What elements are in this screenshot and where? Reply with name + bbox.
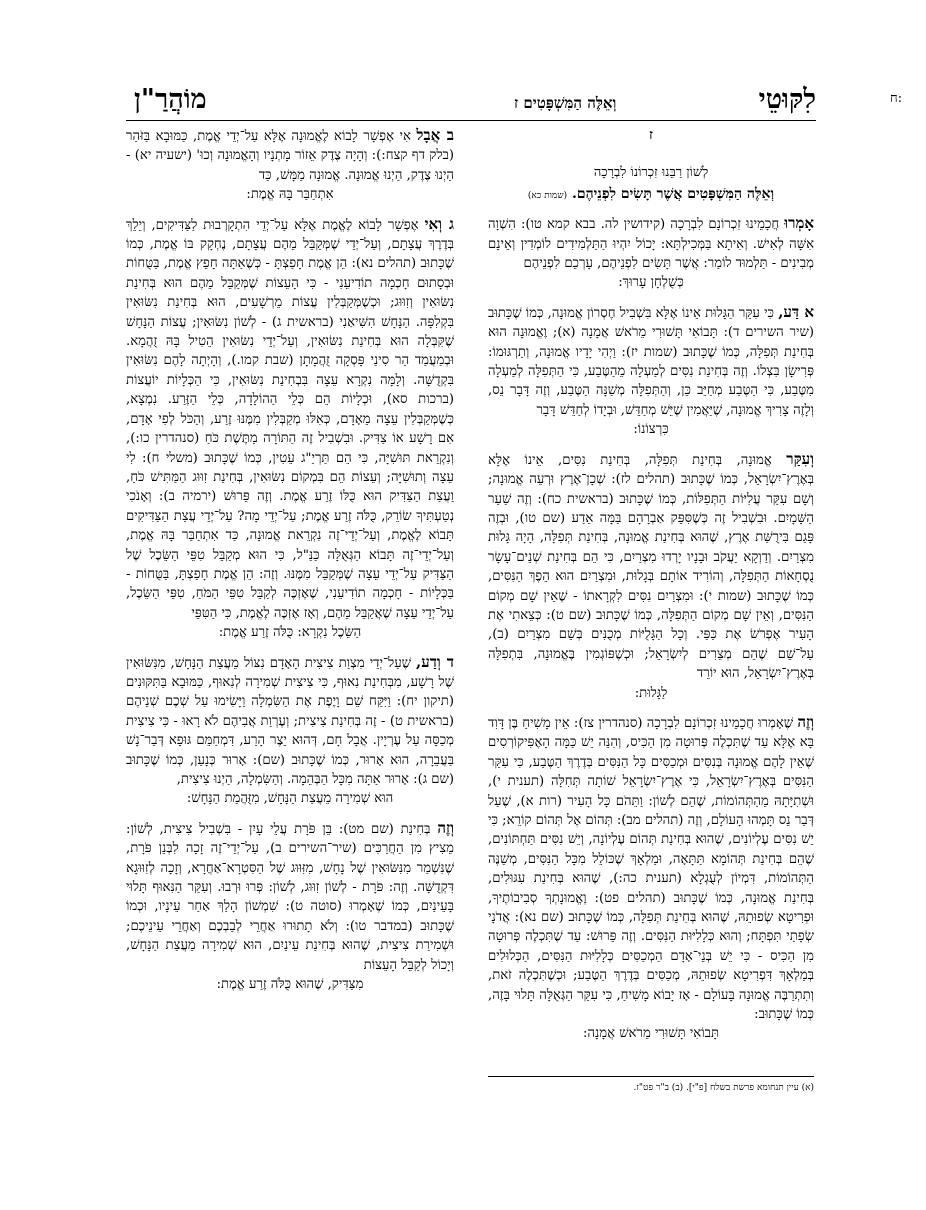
paragraph-lead: וְזֶה — [437, 818, 454, 837]
paragraph-lead: וְעִקַּר — [786, 449, 814, 468]
paragraph-text: שֶׁאָמְרוּ חֲכָמֵינוּ זִכְרוֹנָם לִבְרָכָה (סנהדרין צז): אֵין מָשִׁיחַ בֶּן דָּוִד בָּא אֶלָּא עַד שֶׁתִּכְלֶה פְּרוּטָה מִן הַכִּיס, וְהִנֵּה יֵשׁ כַּמָּה הָאֶפִּיקוֹרְסִים שֶׁאֵין לָהֶם אֱמוּנָה בְּנִסִּים וּמְכַסִּים כָּל הַנִּסִּים בְּדֶרֶךְ הַטֶּבַע, כִּי עִקַּר הַנִּסִּים בְּאֶרֶץ־יִשְׂרָאֵל, כִּי אֶרֶץ־יִשְׂרָאֵל שׁוֹתָה תְּחִלָּה (תענית י), וּשְׁתִיָּתָהּ מֵהַתְּהוֹמוֹת, שֶׁהֵם לְשׁוֹן: וַתֵּהֹם כָּל הָעִיר (רות א), שֶׁעַל דְּבַר נֵס תָּמְהוּ הָעוֹלָם, וְזֶה (תהלים מב): תְּהוֹם אֶל תְּהוֹם קוֹרֵא; כִּי יֵשׁ נִסִּים עֶלְיוֹנִים, שֶׁהוּא בְּחִינַת תְּהוֹם עֶלְיוֹנָה, וְיֵשׁ נִסִּים תַּחְתּוֹנִים, שֶׁהֵם בְּחִינַת תְּהוֹמָא תַּתָּאָה, וּמַלְאָךְ שֶׁכּוֹלֵל מִכָּל הַנִּסִּים, מְשַׁנֶּה הַתְּהוֹמוֹת, דִּמְיוֹן לְעֻגְלָא (תענית כה:), שֶׁהוּא בְּחִינַת עִגּוּלִים, בְּחִינַת אֱמוּנָה, כְּמוֹ שֶׁכָּתוּב (תהלים פט): וֶאֱמוּנָתְךָ סְבִיבוֹתֶיךָ, וּפְרִיטָא שְׂפוּתֵהּ, שֶׁהוּא בְּחִינַת תְּפִלָּה, כְּמוֹ שֶׁכָּתוּב (שם נא): אֲדֹנָי שְׂפָתַי תִּפְתָּח; וְהוּא כְּלָלִיּוּת הַנִּסִּים. וְזֶה פֵּרוּשׁ: עַד שֶׁתִּכְלֶה פְּרוּטָה מִן הַכִּיס - כִּי יֵשׁ בְּנֵי־אָדָם הַמְכַסִּים כְּלָלִיּוּת הַנִּסִּים, הַכְּלוּלִים בְּמַלְאָךְ דִּפְרִיטָא שְׂפוּתֵהּ, מְכַסִּים בְּדֶרֶךְ הַטֶּבַע; וּכְשֶׁתִּכְלֶה זֹאת, וְתִתְרַבֶּה אֱמוּנָה בָּעוֹלָם - אָז יָבוֹא מָשִׁיחַ, כִּי עִקַּר הַגְּאֻלָּה תָּלוּי בָּזֶה, כְּמוֹ שֶׁכָּתוּב: — [488, 715, 814, 1023]
paragraph-lead: אָמְרוּ — [784, 214, 814, 233]
paragraph-text: אֱמוּנָה, בְּחִינַת תְּפִלָּה, בְּחִינַת נִסִּים, אֵינוֹ אֶלָּא בְּאֶרֶץ־יִשְׂרָאֵל, כְּמוֹ שֶׁכָּתוּב (תהלים לז): שְׁכָן־אֶרֶץ וּרְעֵה אֱמוּנָה; וְשָׁם עִקַּר עֲלִיּוֹת הַתְּפִלּוֹת, כְּמוֹ שֶׁכָּתוּב (בראשית כח): וְזֶה שַׁעַר הַשָּׁמָיִם. וּבִשְׁבִיל זֶה כְּשֶׁסִּפֵּק אַבְרָהָם בַּמָּה אֵדַע (שם טו), וּבְזֶה פָּגַם בִּירֻשַּׁת אֶרֶץ, שֶׁהוּא בְּחִינַת אֱמוּנָה, בְּחִינַת תְּפִלָּה, הָיָה גָּלוּת מִצְרַיִם. וְדַוְקָא יַעֲקֹב וּבָנָיו יָרְדוּ מִצְרַיִם, כִּי הֵם בְּחִינַת שְׁנֵים־עָשָׂר נֻסְחָאוֹת הַתְּפִלָּה, וְהוֹרִיד אוֹתָם בְּגָלוּת, וּמִצְרַיִם הוּא הֵפֶךְ הַנִּסִּים, כְּמוֹ שֶׁכָּתוּב (שמות י): וּמִצְרַיִם נִסִּים לִקְרָאתוֹ - שֶׁאֵין שָׁם מְקוֹם הַנִּסִּים, וְאֵין שָׁם מְקוֹם הַתְּפִלָּה, כְּמוֹ שֶׁכָּתוּב (שם ט): כְּצֵאתִי אֶת הָעִיר אֶפְרֹשׂ אֶת כַּפַּי. וְכָל הַגָּלֻיּוֹת מְכֻנִּים בְּשֵׁם מִצְרַיִם (ב), עַל־שֵׁם שֶׁהֵם מְצֵרִים לְיִשְׂרָאֵל; וּכְשֶׁפּוֹגְמִין בֶּאֱמוּנָה, בִּתְפִלָּה בְּאֶרֶץ־יִשְׂרָאֵל, הוּא יוֹרֵד — [488, 452, 814, 682]
footnote: (א) עיין תנחומא פרשת בשלח [פ"י]. (ב) ב"ר פט"ז. — [633, 1083, 814, 1093]
paragraph — [488, 214, 814, 293]
paragraph-text: כִּי עִקַּר הַגָּלוּת אֵינוֹ אֶלָּא בִּשְׁבִיל חֶסְרוֹן אֱמוּנָה, כְּמוֹ שֶׁכָּתוּב (שיר השירים ד): תָּבוֹאִי תָּשׁוּרִי מֵרֹאשׁ אֲמָנָה (א); וֶאֱמוּנָה הוּא בְּחִינַת תְּפִלָּה, כְּמוֹ שֶׁכָּתוּב (שמות יז): וַיְהִי יָדָיו אֱמוּנָה, וְתַרְגּוּמוֹ: פְּרִישָׂן בִּצְלוֹ. וְזֶה בְּחִינַת נִסִּים לְמַעְלָה מֵהַטֶּבַע, כִּי הַתְּפִלָּה לְמַעְלָה מִטֶּבַע, כִּי הַטֶּבַע מְחַיֵּב כֵּן, וְהַתְּפִלָּה מְשַׁנָּה הַטֶּבַע, וְזֶה דָּבָר נֵס, וְלָזֶה צָרִיךְ אֱמוּנָה, שֶׁיַּאֲמִין שֶׁיֵּשׁ מְחַדֵּשׁ, וּבְיָדוֹ לְחַדֵּשׁ דָּבָר — [488, 305, 814, 418]
intro-line: לְשׁוֹן רַבֵּנוּ זִכְרוֹנוֹ לִבְרָכָה — [593, 165, 709, 181]
paragraph-text: חֲכָמֵינוּ זִכְרוֹנָם לִבְרָכָה (קידושין לה. בבא קמא טו): הִשְׁוָה אִשָּׁה לְאִישׁ. וְאִיתָא בַּמְּכִילְתָּא: יָכוֹל יִהְיוּ הַתַּלְמִידִים לוֹמְדִין וְאֵינָם מְבִינִים - תַּלְמוּד לוֹמַר: אֲשֶׁר תָּשִׂים לִפְנֵיהֶם, עָרְכֵם לִפְנֵיהֶם — [488, 217, 814, 272]
footnote-rule — [488, 1076, 814, 1077]
right-column — [488, 124, 814, 1054]
book-title-left: מוֹהֲרַ"ן — [134, 84, 207, 115]
paragraph-last-line: לַגָּלוּת: — [634, 685, 668, 701]
paragraph — [488, 450, 814, 703]
paragraph-text: בְּחִינַת (שם מט): בֵּן פֹּרָת עֲלֵי עָיִן - בִּשְׁבִיל צִיצִית, לְשׁוֹן: מֵצִיץ מִן הַחֲרַכִּים (שיר־השירים ב), עַל־יְדֵי־זֶה זָכָה לִבְּנֵן פֹּרָת, שֶׁנִּשְׁמַר מִנִּשּׂוּאִין שֶׁל נָחָשׁ, מִזִּוּוּג שֶׁל הַסִּטְרָא־אַחֲרָא, וְזָכָה לְזִוּוּגָא דִּקְדֻשָּׁה. וְזֶה: פֹּרָת - לְשׁוֹן זִוּוּג, לְשׁוֹן: פְּרוּ וּרְבוּ. וְעִקַּר הַנִּאוּף תָּלוּי בָּעֵינַיִם, כְּמוֹ שֶׁאָמְרוּ (סוטה ט): שִׁמְשׁוֹן הָלַךְ אַחַר עֵינָיו, וּכְמוֹ שֶׁכָּתוּב (במדבר טו): וְלֹא תָתוּרוּ אַחֲרֵי לְבַבְכֶם וְאַחֲרֵי עֵינֵיכֶם; וּשְׁמִירַת צִיצִית, שֶׁהוּא בְּחִינַת עֵינַיִם, הוּא שְׁמִירָה מֵעֲצַת הַנָּחָשׁ, וְיָכוֹל לְקַבֵּל הָעֵצוֹת — [126, 821, 454, 973]
paragraph — [126, 126, 454, 205]
paragraph — [488, 713, 814, 1044]
paragraph — [126, 819, 454, 995]
paragraph-last-line: הוּא שְׁמִירָה מֵעֲצַת הַנָּחָשׁ, מִזֻּהֲמַת הַנָּחָשׁ: — [186, 791, 394, 807]
paragraph-lead: ד וְדַע, — [416, 652, 455, 671]
paragraph — [126, 653, 454, 809]
paragraph-last-line: אִתְחַבַּר בָּהּ אֱמֶת: — [246, 187, 334, 203]
paragraph-last-line: תָּבוֹאִי תָּשׁוּרִי מֵרֹאשׁ אֲמָנָה: — [582, 1026, 719, 1042]
paragraph-lead: ב אֲבָל — [416, 126, 454, 144]
paragraph-text: שֶׁעַל־יְדֵי מִצְוַת צִיצִית הָאָדָם נִצּוֹל מֵעֲצַת הַנָּחָשׁ, מִנִּשּׂוּאִין שֶׁל רָשָׁע, מִבְּחִינַת נִאוּף, כִּי צִיצִית שְׁמִירָה לְנִאוּף, כַּמּוּבָא בַּתִּקּוּנִים (תיקון יח): וַיִּקַּח שֵׁם וָיֶפֶת אֶת הַשִּׂמְלָה וַיָּשִׂימוּ עַל שְׁכֶם שְׁנֵיהֶם (בראשית ט) - זֶה בְּחִינַת צִיצִית; וְעֶרְוַת אֲבִיהֶם לֹא רָאוּ - כִּי צִיצִית מְכַסָּה עַל עֶרְיָין. אֲבָל חָם, דְּהוּא יֵצֶר הָרַע, דִּמְחַמֵּם גּוּפָא דְּבַר־נָשׁ בַּעֲבֵרָה, הוּא אָרוּר, כְּמוֹ שֶׁכָּתוּב (שם): אָרוּר כְּנָעַן, כְּמוֹ שֶׁכָּתוּב (שם ג): אָרוּר אַתָּה מִכָּל הַבְּהֵמָה. וְהַשִּׂמְלָה, הַיְנוּ צִיצִית, — [126, 655, 454, 787]
paragraph-last-line: הַשֵּׂכֶל נִקְרָא: כֻּלֹּה זֶרַע אֱמֶת: — [218, 625, 362, 641]
paragraph-lead: וְזֶה — [797, 712, 814, 731]
chapter-number: ז — [649, 127, 653, 143]
paragraph-last-line: מִצַּדִּיק, שֶׁהוּא כֻּלֹּה זֶרַע אֱמֶת: — [216, 977, 364, 993]
header-rule — [126, 120, 816, 121]
verse-source: (שמות כא) — [527, 190, 568, 201]
page-header — [126, 84, 816, 114]
verse-heading — [488, 185, 814, 206]
paragraph-lead: א דַּע, — [778, 302, 814, 321]
paragraph-lead: ג וְאִי — [424, 214, 454, 233]
paragraph-text: אֶפְשָׁר לָבוֹא לֶאֱמֶת אֶלָּא עַל־יְדֵי הִתְקָרְבוּת לַצַּדִּיקִים, וְיֵלֵךְ בְּדֶרֶךְ עֲצָתָם, וְעַל־יְדֵי שֶׁמְּקַבֵּל מֵהֶם עֲצָתָם, נֶחְקָק בּוֹ אֱמֶת, כְּמוֹ שֶׁכָּתוּב (תהלים נא): הֵן אֱמֶת חָפַצְתָּ - כְּשֶׁאַתָּה חָפֵץ אֱמֶת, בַּטֻּחוֹת וּבְסָתוּם חָכְמָה תוֹדִיעֵנִי - כִּי הָעֵצוֹת שֶׁמְּקַבֵּל מֵהֶם הוּא בְּחִינַת נִשּׂוּאִין וְזִוּוּג; וּכְשֶׁמְּקַבְּלִין עֲצוֹת מֵרְשָׁעִים, הוּא בְּחִינַת נִשּׂוּאִין בִּקְלִפָּה. הַנָּחָשׁ הִשִּׁיאַנִי (בראשית ג) - לְשׁוֹן נִשּׂוּאִין; עֲצוֹת הַנָּחָשׁ שֶׁקִּבְּלָה הוּא בְּחִינַת נִשּׂוּאִין, וְעַל־יְדֵי נִשּׂוּאִין הֵטִיל בָּהּ זֻהֲמָא. וּבְמַעֲמַד הַר סִינַי פָּסְקָה זֻהֲמָתָן (שבת קמו.), וְהָיְתָה לָהֶם נִשּׂוּאִין בִּקְדֻשָּׁה. וְלָמָּה נִקְרָא עֵצָה בִּבְחִינַת נִשּׂוּאִין, כִּי הַכְּלָיוֹת יוֹעֲצוֹת (ברכות סא), וּכְלָיוֹת הֵם כְּלֵי הַהוֹלָדָה, כְּלֵי הַזֶּרַע. נִמְצָא, כְּשֶׁמְּקַבְּלִין עֵצָה מֵאָדָם, כְּאִלּוּ מְקַבְּלִין מִמֶּנּוּ זֶרַע, וְהַכֹּל לְפִי אָדָם, אִם רָשָׁע אוֹ צַדִּיק. וּבִשְׁבִיל זֶה הַתּוֹרָה מַתֶּשֶׁת כֹּחַ (סנהדרין כו:), וְנִקְרֵאת תּוּשִׁיָּה, כִּי הֵם תַּרְיַ"ג עֵטִין, כְּמוֹ שֶׁכָּתוּב (משלי ח): לִי עֵצָה וְתוּשִׁיָּה; וְעֵצוֹת הֵם בִּמְקוֹם נִשּׂוּאִין, בְּחִינַת זִוּוּג הַמַּתִּישׁ כֹּחַ, וַעֲצַת הַצַּדִּיק הוּא כֻּלּוֹ זֶרַע אֱמֶת. וְזֶה פֵּרוּשׁ (ירמיה ב): וְאָנֹכִי נְטַעְתִּיךָ שׂוֹרֵק, כֻּלֹּה זֶרַע אֱמֶת; עַל־יְדֵי מָה? עַל־יְדֵי עֲצַת הַצַּדִּיקִים תָּבוֹא לֶאֱמֶת, וְעַל־יְדֵי־זֶה נִקְרֵאת אֱמוּנָה, כַּד אִתְחַבַּר בָּהּ אֱמֶת, וְעַל־יְדֵי־זֶה תָּבוֹא הַגְּאֻלָּה כַּנַּ"ל, כִּי הוּא מְקַבֵּל טִפֵּי הַשֵּׂכֶל שֶׁל הַצַּדִּיק עַל־יְדֵי עֵצָה שֶׁמְּקַבֵּל מִמֶּנּוּ. וְזֶה: הֵן אֱמֶת חָפַצְתָּ, בַּטֻּחוֹת - בַּכְּלָיוֹת - חָכְמָה תוֹדִיעֵנִי, שֶׁאֶזְכֶּה לְקַבֵּל טִפֵּי הַמֹּחַ, טִפֵּי הַשֵּׂכֶל, עַל־יְדֵי עֵצָה שֶׁאֲקַבֵּל מֵהֶם, וְאָז אֶזְכֶּה לֶאֱמֶת, כִּי הַטִּפֵּי — [126, 217, 454, 621]
parsha-title: וְאֵלֶּה הַמִּשְׁפָּטִים ז — [514, 94, 617, 112]
verse-text: וְאֵלֶּה הַמִּשְׁפָּטִים אֲשֶׁר תָּשִׂים לִפְנֵיהֶם. — [571, 185, 775, 202]
page-number: ח: — [890, 91, 903, 106]
paragraph-text: אִי אֶפְשָׁר לָבוֹא לֶאֱמוּנָה אֶלָּא עַל־יְדֵי אֱמֶת, כַּמּוּבָא בַּזֹּהַר (בלק דף קצח:): וְהָיָה צֶדֶק אֵזוֹר מָתְנָיו וְהָאֱמוּנָה וְכוּ' (ישעיה יא) - הַיְנוּ צֶדֶק, הַיְנוּ אֱמוּנָה. אֱמוּנָה מַמָּשׁ, כַּד — [126, 129, 454, 183]
paragraph — [126, 215, 454, 643]
left-column — [126, 126, 454, 1004]
book-title-right: לִקּוּטֵי — [758, 84, 816, 115]
paragraph — [488, 303, 814, 440]
paragraph-last-line: כְּשֻׁלְחָן עָרוּךְ: — [618, 275, 684, 291]
paragraph-last-line: כִּרְצוֹנוֹ: — [633, 422, 669, 438]
